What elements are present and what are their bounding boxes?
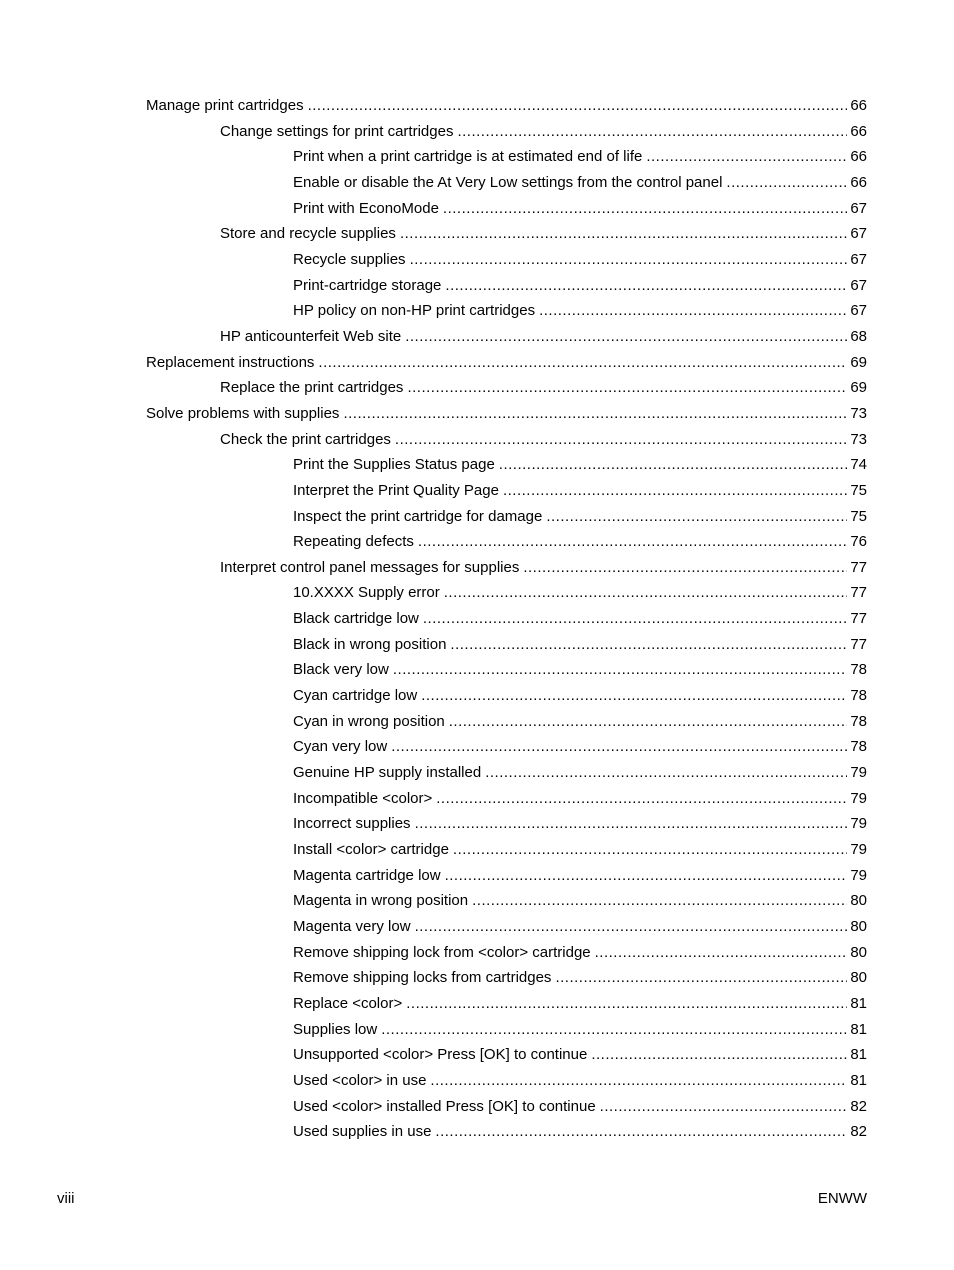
toc-entry-row [293,580,867,606]
toc-entry[interactable] [0,1119,954,1145]
toc-entry-title: Cyan cartridge low [293,687,418,705]
toc-entry-row [293,298,867,324]
toc-entry-title: Cyan very low [293,738,388,756]
toc-dot-leader [430,1068,847,1094]
toc-entry[interactable] [0,580,954,606]
toc-entry-page: 81 [850,994,867,1012]
toc-entry-title: Print-cartridge storage [293,276,442,294]
toc-entry-title: Replace the print cartridges [220,379,404,397]
toc-entry-title: Supplies low [293,1020,378,1038]
toc-entry-row [220,427,867,453]
toc-entry[interactable] [0,221,954,247]
toc-entry[interactable] [0,478,954,504]
toc-entry[interactable] [0,863,954,889]
toc-dot-leader [407,375,847,401]
toc-entry-row [293,1094,867,1120]
toc-entry-row [220,221,867,247]
toc-entry-title: Store and recycle supplies [220,225,396,243]
toc-entry-title: Remove shipping locks from cartridges [293,969,552,987]
toc-entry-title: Used <color> installed Press [OK] to continue [293,1097,596,1115]
toc-entry-title: Replacement instructions [146,353,315,371]
toc-entry-page: 82 [850,1123,867,1141]
toc-entry-row [293,1068,867,1094]
toc-entry-page: 67 [850,225,867,243]
toc-entry-page: 80 [850,892,867,910]
toc-entry-title: Magenta very low [293,918,411,935]
toc-entry[interactable] [0,991,954,1017]
toc-entry-row [293,606,867,632]
toc-entry-page: 79 [850,866,867,884]
toc-entry-page: 74 [850,456,867,474]
toc-dot-leader [400,221,847,247]
toc-dot-leader [410,247,848,273]
toc-entry-title: Interpret the Print Quality Page [293,481,499,499]
toc-entry-page: 82 [850,1097,867,1115]
toc-dot-leader [318,350,847,376]
toc-dot-leader [405,324,847,350]
toc-entry-title: Repeating defects [293,533,414,551]
toc-entry[interactable] [0,196,954,222]
toc-dot-leader [381,1017,847,1043]
toc-dot-leader [539,298,847,324]
toc-entry-row [220,375,867,401]
toc-dot-leader [395,427,847,453]
toc-entry-row [293,273,867,299]
toc-entry[interactable] [0,1068,954,1094]
toc-entry-row [293,1119,867,1145]
toc-dot-leader [472,888,847,914]
toc-dot-leader [343,401,847,427]
toc-dot-leader [435,1119,847,1145]
toc-entry-row [293,1017,867,1043]
toc-entry[interactable] [0,247,954,273]
toc-entry-page: 81 [850,1046,867,1064]
toc-entry-row [146,401,867,427]
toc-entry-title: Solve problems with supplies [146,404,340,422]
toc-entry-title: Black cartridge low [293,610,419,628]
toc-entry-page: 79 [850,764,867,782]
toc-entry[interactable] [0,811,954,837]
toc-entry-page: 80 [850,943,867,961]
toc-entry-title: Remove shipping lock from <color> cartridge [293,943,591,961]
toc-entry-page: 67 [850,199,867,217]
toc-dot-leader [445,863,848,889]
toc-entry[interactable] [0,119,954,145]
toc-entry-row [293,965,867,991]
toc-entry[interactable] [0,529,954,555]
toc-entry-page: 76 [850,533,867,551]
table-of-contents [0,93,954,1145]
toc-entry[interactable] [0,401,954,427]
toc-entry[interactable] [0,93,954,119]
toc-entry-title: Print when a print cartridge is at estimated end of life [293,148,643,166]
toc-entry-title: Genuine HP supply installed [293,764,482,782]
toc-entry-title: Replace <color> [293,994,403,1012]
toc-dot-leader [418,529,847,555]
toc-entry-row [293,632,867,658]
toc-dot-leader [523,555,847,581]
toc-entry-row [293,760,867,786]
toc-dot-leader [485,760,847,786]
toc-dot-leader [423,606,847,632]
toc-entry-page: 68 [850,327,867,345]
toc-entry-page: 77 [850,635,867,653]
toc-entry-title: HP policy on non-HP print cartridges [293,302,536,320]
toc-entry-title: Inspect the print cartridge for damage [293,507,543,525]
toc-entry-title: Magenta cartridge low [293,866,441,884]
toc-entry-title: Install <color> cartridge [293,841,449,859]
toc-entry-page: 81 [850,1071,867,1089]
toc-entry-page: 77 [850,610,867,628]
toc-dot-leader [415,914,848,940]
toc-entry[interactable] [0,606,954,632]
toc-entry-row [220,324,867,350]
toc-entry-row [293,914,867,940]
toc-entry-page: 66 [850,122,867,140]
toc-dot-leader [436,786,847,812]
toc-dot-leader [453,837,847,863]
toc-dot-leader [445,273,847,299]
toc-entry-title: Enable or disable the At Very Low settings from the control panel [293,173,723,191]
toc-entry-row [220,119,867,145]
toc-entry[interactable] [0,940,954,966]
toc-entry-page: 77 [850,558,867,576]
toc-entry-title: Print with EconoMode [293,199,439,217]
toc-entry-page: 66 [850,173,867,191]
toc-entry-row [293,837,867,863]
toc-entry-page: 80 [850,918,867,935]
toc-entry-page: 66 [850,97,867,114]
toc-entry-row [146,350,867,376]
toc-entry-title: Manage print cartridges [146,97,304,114]
footer-label: ENWW [817,1190,867,1207]
toc-entry[interactable] [0,170,954,196]
toc-entry[interactable] [0,683,954,709]
toc-entry-row [293,247,867,273]
toc-entry-title: Incompatible <color> [293,789,433,807]
toc-dot-leader [646,144,847,170]
toc-entry-title: Black in wrong position [293,635,447,653]
toc-entry-page: 81 [850,1020,867,1038]
toc-entry-page: 78 [850,738,867,756]
toc-entry-page: 78 [850,687,867,705]
toc-dot-leader [406,991,847,1017]
toc-entry-row [293,144,867,170]
toc-entry-row [293,811,867,837]
toc-dot-leader [499,452,848,478]
toc-entry[interactable] [0,837,954,863]
toc-entry-row [293,196,867,222]
toc-entry-page: 66 [850,148,867,166]
toc-entry-title: Recycle supplies [293,250,406,268]
toc-entry[interactable] [0,350,954,376]
toc-entry[interactable] [0,144,954,170]
toc-entry-row [293,170,867,196]
toc-entry[interactable] [0,965,954,991]
toc-dot-leader [555,965,847,991]
toc-entry-row [293,888,867,914]
toc-entry-row [293,478,867,504]
toc-entry-page: 79 [850,841,867,859]
toc-entry-page: 73 [850,430,867,448]
toc-entry-page: 79 [850,815,867,833]
toc-entry-row [293,991,867,1017]
toc-entry[interactable] [0,760,954,786]
toc-entry[interactable] [0,298,954,324]
toc-dot-leader [415,811,848,837]
toc-entry-row [293,786,867,812]
toc-entry-page: 78 [850,712,867,730]
toc-entry-row [293,863,867,889]
toc-entry-page: 73 [850,404,867,422]
toc-entry[interactable] [0,504,954,530]
toc-entry[interactable] [0,657,954,683]
toc-entry-page: 77 [850,584,867,602]
toc-dot-leader [600,1094,848,1120]
toc-entry-page: 75 [850,481,867,499]
toc-entry-row [293,529,867,555]
toc-entry[interactable] [0,375,954,401]
toc-entry-title: Change settings for print cartridges [220,122,454,140]
toc-dot-leader [421,683,847,709]
toc-entry-page: 67 [850,276,867,294]
toc-entry-row [293,504,867,530]
toc-entry[interactable] [0,914,954,940]
toc-entry-title: Incorrect supplies [293,815,411,833]
toc-entry[interactable] [0,1042,954,1068]
toc-entry[interactable] [0,273,954,299]
toc-entry[interactable] [0,888,954,914]
footer-page-number: viii [57,1190,75,1207]
toc-dot-leader [443,196,847,222]
toc-entry-page: 69 [850,353,867,371]
toc-dot-leader [391,734,847,760]
toc-entry-row [293,452,867,478]
toc-entry-row [146,93,867,119]
toc-entry-title: Unsupported <color> Press [OK] to continue [293,1046,588,1064]
toc-dot-leader [393,657,847,683]
toc-entry[interactable] [0,1017,954,1043]
toc-entry-page: 67 [850,250,867,268]
toc-entry[interactable] [0,324,954,350]
toc-entry[interactable] [0,632,954,658]
toc-dot-leader [595,940,848,966]
toc-entry[interactable] [0,786,954,812]
toc-entry-title: Check the print cartridges [220,430,391,448]
toc-entry-page: 69 [850,379,867,397]
toc-entry-row [293,657,867,683]
toc-entry[interactable] [0,1094,954,1120]
toc-entry-page: 67 [850,302,867,320]
toc-entry-row [293,940,867,966]
toc-entry-title: Magenta in wrong position [293,892,469,910]
toc-dot-leader [457,119,847,145]
toc-entry[interactable] [0,427,954,453]
toc-entry[interactable] [0,709,954,735]
toc-dot-leader [591,1042,847,1068]
toc-entry[interactable] [0,734,954,760]
toc-entry-row [293,709,867,735]
toc-entry-title: Cyan in wrong position [293,712,445,730]
toc-dot-leader [726,170,847,196]
toc-entry-title: 10.XXXX Supply error [293,584,440,602]
toc-entry-page: 79 [850,789,867,807]
toc-entry-row [293,734,867,760]
toc-entry-title: Used supplies in use [293,1123,432,1141]
toc-entry-title: Used <color> in use [293,1071,427,1089]
toc-entry-title: Print the Supplies Status page [293,456,495,474]
toc-dot-leader [449,709,848,735]
toc-entry-title: Black very low [293,661,389,679]
toc-dot-leader [444,580,848,606]
toc-dot-leader [308,93,848,119]
toc-entry-row [293,683,867,709]
toc-entry-title: Interpret control panel messages for supplies [220,558,520,576]
toc-dot-leader [450,632,847,658]
toc-entry-row [220,555,867,581]
toc-entry[interactable] [0,452,954,478]
toc-dot-leader [546,504,847,530]
toc-entry[interactable] [0,555,954,581]
toc-entry-page: 75 [850,507,867,525]
toc-entry-page: 80 [850,969,867,987]
toc-entry-page: 78 [850,661,867,679]
toc-entry-title: HP anticounterfeit Web site [220,327,402,345]
toc-entry-row [293,1042,867,1068]
toc-dot-leader [503,478,847,504]
